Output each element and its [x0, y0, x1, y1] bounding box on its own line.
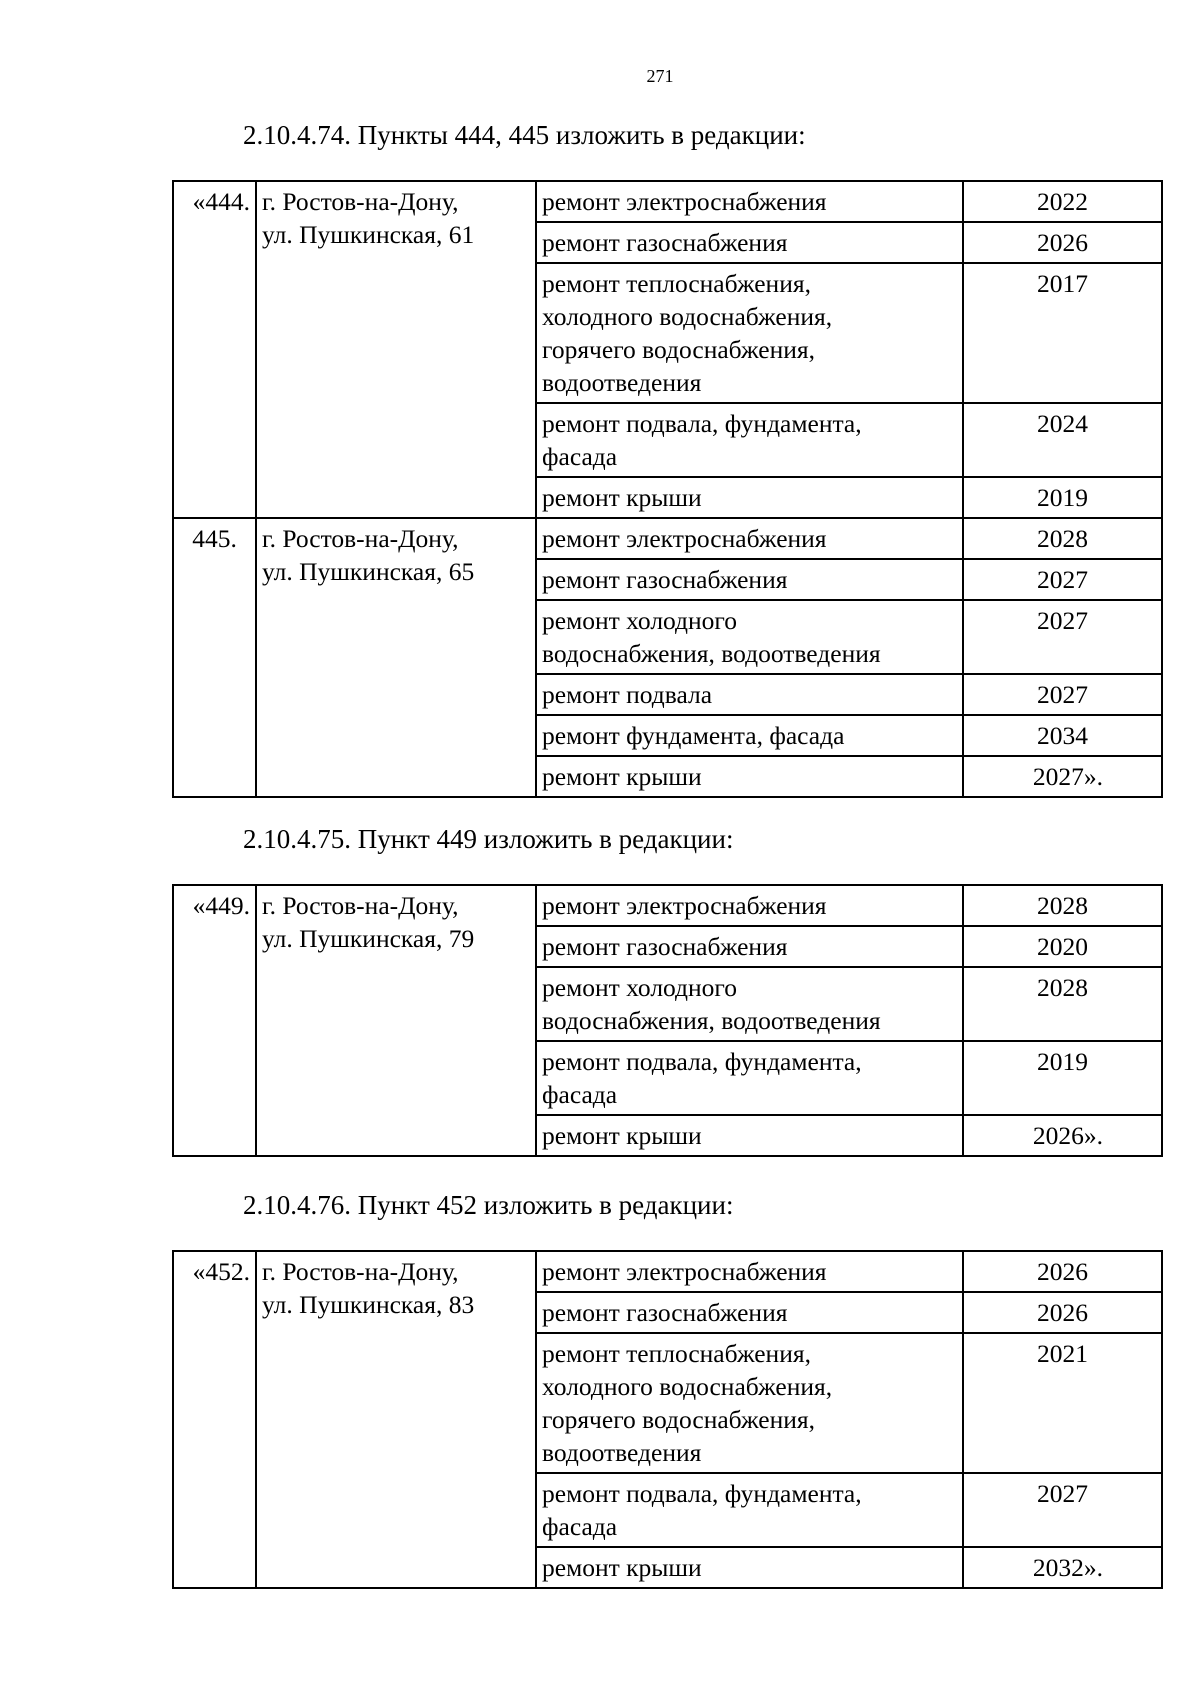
work-line: ремонт холодного — [542, 973, 737, 1002]
work-line: фасада — [542, 1080, 618, 1109]
work-line: ремонт электроснабжения — [542, 891, 827, 920]
work-line: фасада — [542, 442, 618, 471]
item-address — [256, 885, 536, 1156]
address-street: ул. Пушкинская, 83 — [262, 1290, 475, 1319]
table-row — [173, 518, 1162, 559]
work-year: 2019 — [963, 477, 1162, 518]
work-type — [536, 263, 963, 403]
work-year: 2028 — [963, 967, 1162, 1041]
work-type — [536, 1473, 963, 1547]
work-line: водоснабжения, водоотведения — [542, 639, 881, 668]
work-type — [536, 1292, 963, 1333]
work-year: 2020 — [963, 926, 1162, 967]
work-type — [536, 715, 963, 756]
work-type — [536, 518, 963, 559]
work-type — [536, 600, 963, 674]
work-line: ремонт газоснабжения — [542, 228, 788, 257]
work-line: горячего водоснабжения, — [542, 335, 816, 364]
page-number: 271 — [646, 66, 674, 86]
work-line: ремонт крыши — [542, 1553, 702, 1582]
work-line: ремонт подвала, фундамента, — [542, 1479, 862, 1508]
work-line: фасада — [542, 1512, 618, 1541]
address-street: ул. Пушкинская, 65 — [262, 557, 475, 586]
work-year: 2026 — [963, 1251, 1162, 1292]
work-year: 2027 — [963, 600, 1162, 674]
work-line: горячего водоснабжения, — [542, 1405, 816, 1434]
address-street: ул. Пушкинская, 61 — [262, 220, 475, 249]
work-type — [536, 559, 963, 600]
item-number: 445. — [173, 518, 256, 797]
work-line: холодного водоснабжения, — [542, 302, 833, 331]
work-type — [536, 403, 963, 477]
work-year: 2027 — [963, 674, 1162, 715]
section-heading-75: 2.10.4.75. Пункт 449 изложить в редакции: — [243, 824, 734, 854]
work-year: 2027». — [963, 756, 1162, 797]
work-line: ремонт подвала, фундамента, — [542, 1047, 862, 1076]
section-heading-76: 2.10.4.76. Пункт 452 изложить в редакции: — [243, 1190, 734, 1220]
work-year: 2034 — [963, 715, 1162, 756]
work-year: 2027 — [963, 559, 1162, 600]
address-street: ул. Пушкинская, 79 — [262, 924, 475, 953]
work-line: ремонт теплоснабжения, — [542, 269, 811, 298]
work-type — [536, 1115, 963, 1156]
table-row — [173, 1251, 1162, 1292]
work-type — [536, 1251, 963, 1292]
work-line: ремонт газоснабжения — [542, 565, 788, 594]
work-type — [536, 1041, 963, 1115]
work-line: ремонт электроснабжения — [542, 1257, 827, 1286]
work-line: водоснабжения, водоотведения — [542, 1006, 881, 1035]
table-row — [173, 181, 1162, 222]
item-number: «444. — [173, 181, 256, 518]
work-line: ремонт подвала, фундамента, — [542, 409, 862, 438]
work-line: ремонт фундамента, фасада — [542, 721, 845, 750]
work-year: 2021 — [963, 1333, 1162, 1473]
work-year: 2028 — [963, 518, 1162, 559]
work-year: 2017 — [963, 263, 1162, 403]
work-line: ремонт газоснабжения — [542, 932, 788, 961]
address-city: г. Ростов-на-Дону, — [262, 187, 459, 216]
work-type — [536, 756, 963, 797]
work-line: ремонт теплоснабжения, — [542, 1339, 811, 1368]
item-address — [256, 1251, 536, 1588]
work-line: ремонт крыши — [542, 762, 702, 791]
work-type — [536, 181, 963, 222]
item-number: «452. — [173, 1251, 256, 1588]
amendment-table-75 — [172, 884, 1163, 1157]
work-year: 2026 — [963, 1292, 1162, 1333]
table-row — [173, 885, 1162, 926]
work-line: ремонт электроснабжения — [542, 524, 827, 553]
work-year: 2026 — [963, 222, 1162, 263]
work-type — [536, 926, 963, 967]
work-line: ремонт крыши — [542, 1121, 702, 1150]
work-type — [536, 222, 963, 263]
address-city: г. Ростов-на-Дону, — [262, 524, 459, 553]
item-address — [256, 181, 536, 518]
work-type — [536, 1547, 963, 1588]
work-line: ремонт электроснабжения — [542, 187, 827, 216]
work-line: ремонт крыши — [542, 483, 702, 512]
amendment-table-74 — [172, 180, 1163, 798]
work-line: ремонт газоснабжения — [542, 1298, 788, 1327]
work-year: 2022 — [963, 181, 1162, 222]
work-type — [536, 1333, 963, 1473]
address-city: г. Ростов-на-Дону, — [262, 1257, 459, 1286]
work-type — [536, 477, 963, 518]
work-type — [536, 674, 963, 715]
work-year: 2019 — [963, 1041, 1162, 1115]
work-type — [536, 885, 963, 926]
work-year: 2026». — [963, 1115, 1162, 1156]
work-year: 2032». — [963, 1547, 1162, 1588]
work-line: водоотведения — [542, 368, 702, 397]
work-line: холодного водоснабжения, — [542, 1372, 833, 1401]
work-year: 2024 — [963, 403, 1162, 477]
work-type — [536, 967, 963, 1041]
address-city: г. Ростов-на-Дону, — [262, 891, 459, 920]
amendment-table-76 — [172, 1250, 1163, 1589]
section-heading-74: 2.10.4.74. Пункты 444, 445 изложить в редакции: — [243, 120, 806, 150]
work-year: 2027 — [963, 1473, 1162, 1547]
item-number: «449. — [173, 885, 256, 1156]
work-line: водоотведения — [542, 1438, 702, 1467]
work-year: 2028 — [963, 885, 1162, 926]
work-line: ремонт подвала — [542, 680, 713, 709]
work-line: ремонт холодного — [542, 606, 737, 635]
item-address — [256, 518, 536, 797]
